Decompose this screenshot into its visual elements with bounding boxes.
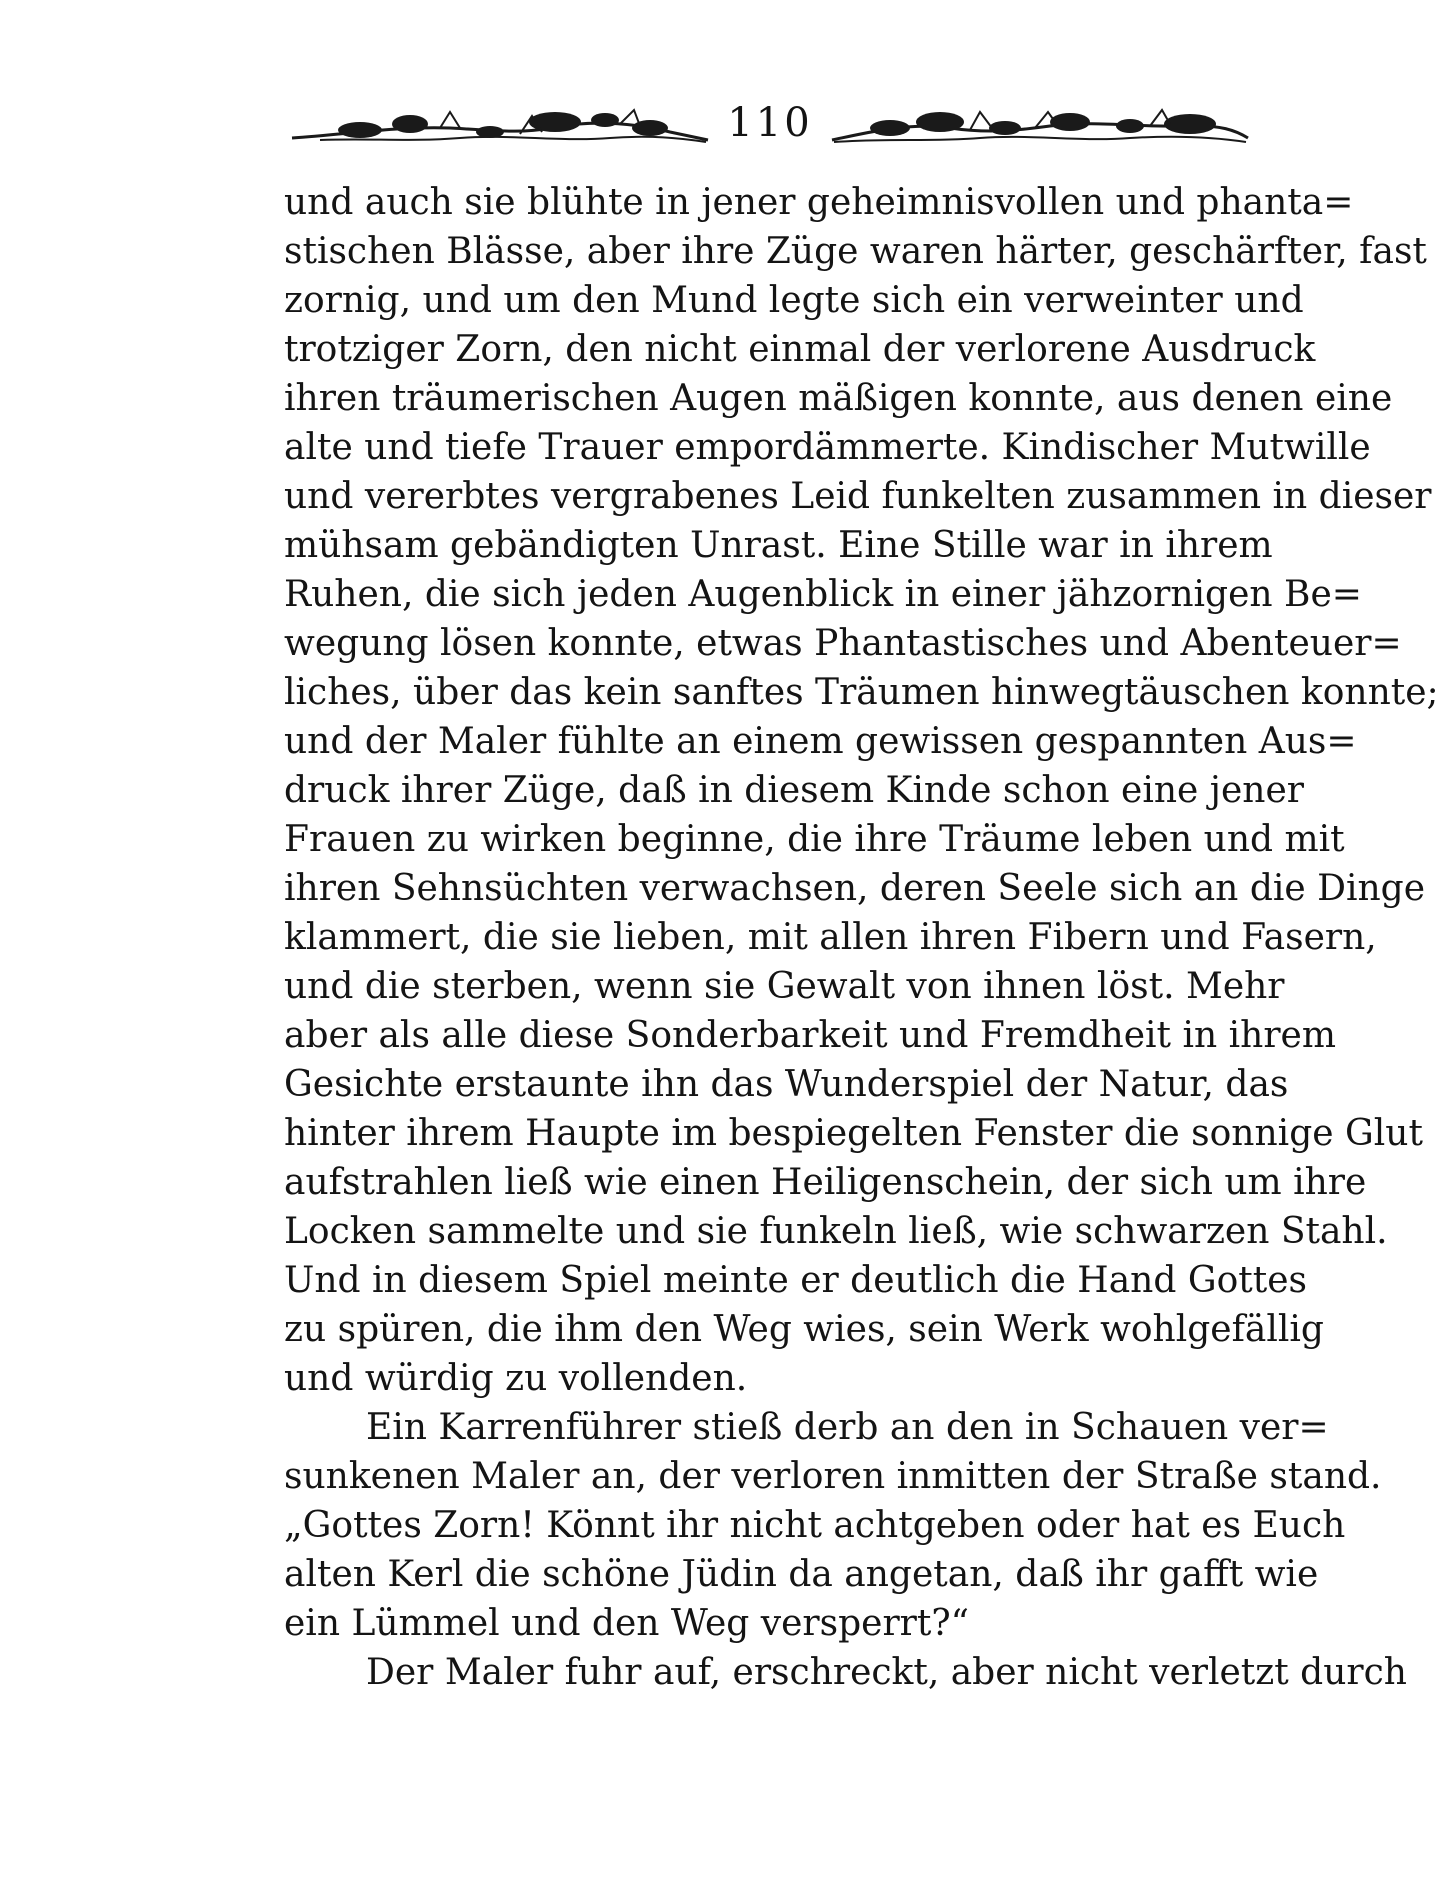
text-line: und auch sie blühte in jener geheimnisvollen und phanta= [284, 182, 1354, 223]
paragraph [284, 1648, 1407, 1697]
text-line: alte und tiefe Trauer empordämmerte. Kindischer Mutwille [284, 427, 1371, 468]
text-line: wegung lösen konnte, etwas Phantastisches und Abenteuer= [284, 623, 1402, 664]
text-line: hinter ihrem Haupte im bespiegelten Fenster die sonnige Glut [284, 1113, 1423, 1154]
text-line: trotziger Zorn, den nicht einmal der verlorene Ausdruck [284, 329, 1316, 370]
vine-ornament-left-icon [290, 104, 710, 150]
text-line: und der Maler fühlte an einem gewissen gespannten Aus= [284, 721, 1357, 762]
text-line: zu spüren, die ihm den Weg wies, sein Werk wohlgefällig [284, 1309, 1324, 1350]
text-line: Frauen zu wirken beginne, die ihre Träume leben und mit [284, 819, 1345, 860]
paragraph [284, 178, 1439, 1403]
paragraph [284, 1403, 1382, 1648]
text-line: Der Maler fuhr auf, erschreckt, aber nicht verletzt durch [366, 1652, 1407, 1693]
vine-ornament-right-icon [830, 104, 1250, 150]
text-line: liches, über das kein sanftes Träumen hinwegtäuschen konnte; [284, 672, 1439, 713]
text-line: stischen Blässe, aber ihre Züge waren härter, geschärfter, fast [284, 231, 1427, 272]
text-line: ihren Sehnsüchten verwachsen, deren Seele sich an die Dinge [284, 868, 1426, 909]
text-line: zornig, und um den Mund legte sich ein verweinter und [284, 280, 1304, 321]
page-header [290, 88, 1250, 158]
text-line: Ein Karrenführer stieß derb an den in Schauen ver= [366, 1407, 1329, 1448]
text-line: sunkenen Maler an, der verloren inmitten der Straße stand. [284, 1456, 1382, 1497]
text-line: alten Kerl die schöne Jüdin da angetan, daß ihr gafft wie [284, 1554, 1319, 1595]
page-number: 110 [727, 100, 813, 146]
text-line: und die sterben, wenn sie Gewalt von ihnen löst. Mehr [284, 966, 1285, 1007]
text-line: „Gottes Zorn! Könnt ihr nicht achtgeben oder hat es Euch [284, 1505, 1346, 1546]
text-line: ihren träumerischen Augen mäßigen konnte, aus denen eine [284, 378, 1393, 419]
text-line: druck ihrer Züge, daß in diesem Kinde schon eine jener [284, 770, 1304, 811]
text-line: und vererbtes vergrabenes Leid funkelten zusammen in dieser [284, 476, 1432, 517]
text-line: ein Lümmel und den Weg versperrt?“ [284, 1603, 970, 1644]
text-line: klammert, die sie lieben, mit allen ihren Fibern und Fasern, [284, 917, 1377, 958]
text-line: Ruhen, die sich jeden Augenblick in einer jähzornigen Be= [284, 574, 1362, 615]
text-line: Und in diesem Spiel meinte er deutlich die Hand Gottes [284, 1260, 1307, 1301]
text-line: mühsam gebändigten Unrast. Eine Stille war in ihrem [284, 525, 1273, 566]
text-line: aber als alle diese Sonderbarkeit und Fremdheit in ihrem [284, 1015, 1336, 1056]
text-line: und würdig zu vollenden. [284, 1358, 748, 1399]
text-line: Locken sammelte und sie funkeln ließ, wie schwarzen Stahl. [284, 1211, 1388, 1252]
text-line: Gesichte erstaunte ihn das Wunderspiel der Natur, das [284, 1064, 1289, 1105]
body-text [284, 178, 1439, 1697]
text-line: aufstrahlen ließ wie einen Heiligenschein, der sich um ihre [284, 1162, 1367, 1203]
